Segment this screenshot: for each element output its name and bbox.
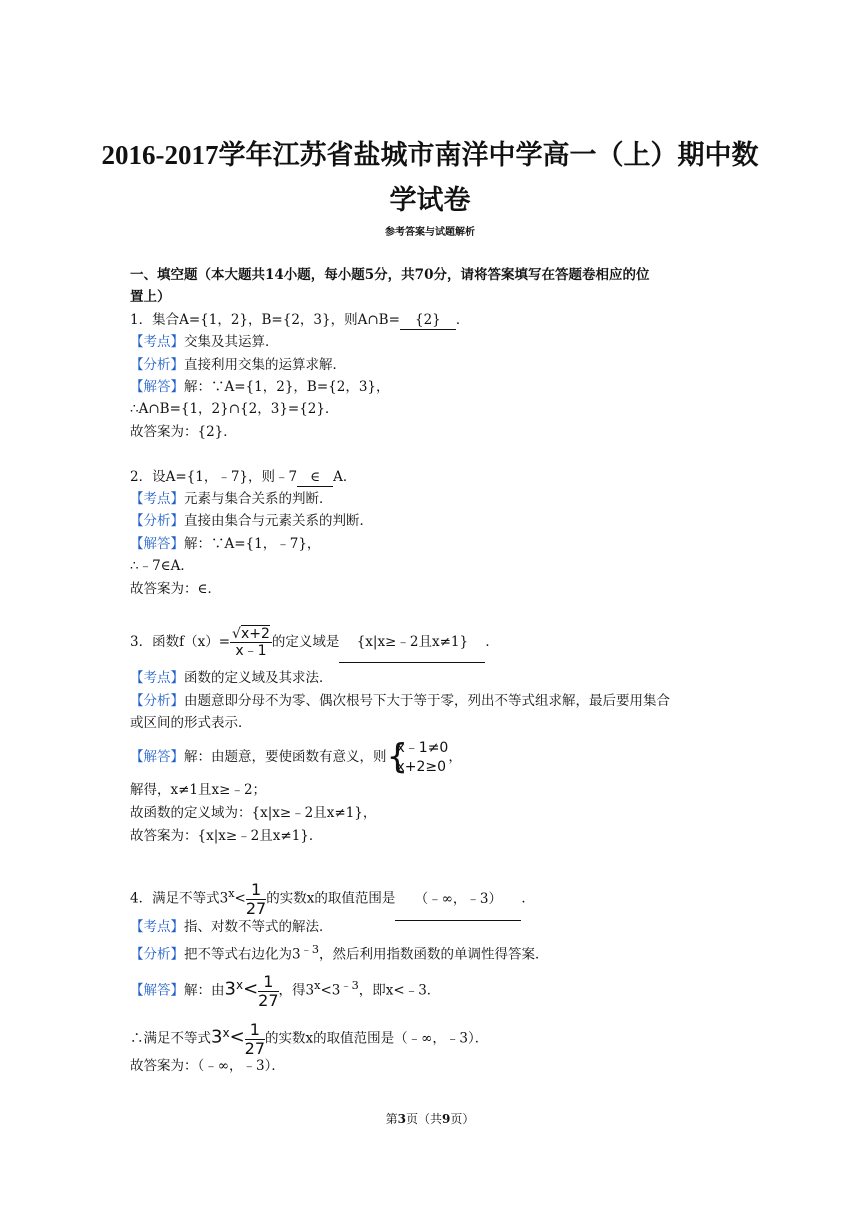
q2-solution-line2: ∴﹣7∈A． (130, 558, 194, 574)
q3-system-row2: x+2≥0 (396, 758, 447, 775)
q4-jieda-less-than: < (243, 978, 259, 1000)
section-heading-line2: 置上） (130, 289, 171, 305)
q2-fenxi-text: 直接由集合与元素关系的判断． (184, 513, 373, 529)
q3-stem-end: ． (485, 634, 499, 650)
q4-line2-fraction-numerator: 1 (245, 1022, 265, 1040)
jieda-tag: 【解答】 (130, 379, 184, 395)
q3-kaodian-text: 函数的定义域及其求法． (184, 670, 333, 686)
q4-stem (130, 873, 535, 921)
jieda-tag: 【解答】 (130, 536, 184, 552)
q4-stem-less-than: < (234, 890, 246, 907)
q1-stem-text: 1．集合A={1，2}，B={2，3}，则A∩B= (130, 312, 400, 328)
document-title-line1: 2016-2017学年江苏省盐城市南洋中学高一（上）期中数 (101, 140, 759, 170)
q3-stem-text: 3．函数f（x）= (130, 634, 231, 650)
kaodian-tag: 【考点】 (130, 491, 184, 507)
q3-jieda (130, 737, 462, 777)
q4-line2-less-than: < (229, 1026, 245, 1048)
q3-inequality-system: { x﹣1≠0 x+2≥0 (386, 736, 449, 777)
q1-fenxi-text: 直接利用交集的运算求解． (184, 357, 346, 373)
q4-fenxi-text-end: ，然后利用指数函数的单调性得答案． (319, 946, 549, 963)
q4-final-answer: 故答案为：（﹣∞，﹣3）． (130, 1058, 285, 1074)
q4-jieda-mid-exponent: x (314, 979, 321, 992)
q4-jieda-fraction-numerator: 1 (258, 974, 278, 992)
q1-answer: {2} (400, 311, 456, 330)
jieda-tag: 【解答】 (130, 749, 184, 765)
q1-stem-end: ． (455, 312, 470, 328)
document-subtitle: 参考答案与试题解析 (385, 227, 475, 238)
q3-answer: {x|x≥﹣2且x≠1} (339, 622, 485, 663)
q2-jieda (130, 535, 320, 553)
q4-kaodian-text: 指、对数不等式的解法． (184, 919, 333, 935)
q4-fraction-denominator: 27 (245, 898, 267, 918)
q3-system-row1: x﹣1≠0 (396, 739, 449, 756)
q4-line2-base: 3 (211, 1026, 223, 1048)
q4-stem-text: 4．满足不等式3 (130, 890, 229, 907)
q4-fenxi-text: 把不等式右边化为3 (184, 946, 301, 963)
q1-jieda-text: 解：∵A={1，2}，B={2，3}， (184, 379, 390, 395)
footer-middle: 页（共 (405, 1112, 442, 1126)
q4-kaodian (130, 918, 333, 936)
q4-stem-end: ． (521, 890, 535, 907)
kaodian-tag: 【考点】 (130, 919, 184, 935)
q4-stem-mid: 的实数x的取值范围是 (266, 890, 396, 907)
q3-solution-line3: 故函数的定义域为：{x|x≥﹣2且x≠1}， (130, 805, 377, 821)
kaodian-tag: 【考点】 (130, 670, 184, 686)
q4-line2-fraction (244, 1019, 266, 1058)
document-title-line2: 学试卷 (389, 185, 471, 215)
q4-jieda-fraction (258, 971, 279, 1010)
q3-jieda-end: ， (448, 749, 462, 765)
q4-answer: （﹣∞，﹣3） (395, 878, 521, 921)
q3-jieda-text: 解：由题意，要使函数有意义，则 (184, 749, 387, 765)
q4-jieda-mid2: <3 (320, 982, 341, 999)
q3-fenxi (130, 692, 670, 710)
footer-suffix: 页） (450, 1112, 475, 1126)
q4-jieda-fraction-denominator: 27 (258, 990, 279, 1010)
q2-stem (130, 468, 356, 487)
q4-line2-text: ∴满足不等式 (130, 1030, 211, 1047)
q1-solution-line2: ∴A∩B={1，2}∩{2，3}={2}． (130, 401, 339, 417)
q4-jieda (130, 964, 440, 1012)
q3-fraction-numerator: x+2 (240, 626, 270, 642)
q2-jieda-text: 解：∵A={1，﹣7}， (184, 536, 321, 552)
fenxi-tag: 【分析】 (130, 693, 184, 709)
q2-fenxi (130, 512, 373, 530)
fenxi-tag: 【分析】 (130, 357, 184, 373)
q4-jieda-end: ，即x<﹣3． (358, 982, 441, 999)
fenxi-tag: 【分析】 (130, 513, 184, 529)
q3-function-fraction: $\frac{√x+2}{x﹣1}$ (232, 626, 270, 659)
q3-kaodian (130, 669, 333, 687)
q2-stem-end: A． (333, 469, 357, 485)
footer-total-pages: 9 (442, 1112, 451, 1126)
q2-kaodian (130, 490, 333, 508)
q4-jieda-exponent: x (235, 978, 244, 992)
jieda-tag: 【解答】 (130, 982, 184, 999)
q2-kaodian-text: 元素与集合关系的判断． (184, 491, 333, 507)
q1-kaodian-text: 交集及其运算． (184, 334, 279, 350)
q2-stem-text: 2．设A={1，﹣7}，则﹣7 (130, 469, 298, 485)
q4-jieda-mid: ，得3 (278, 982, 315, 999)
q1-fenxi (130, 356, 346, 374)
q3-fenxi-text: 由题意即分母不为零、偶次根号下大于等于零，列出不等式组求解，最后要用集合 (184, 693, 670, 709)
q4-jieda-mid-exponent2: ﹣3 (340, 979, 359, 992)
q3-solution-line2: 解得，x≠1且x≥﹣2； (130, 782, 267, 798)
q4-solution-line2 (130, 1012, 488, 1060)
footer-page-number: 3 (397, 1112, 406, 1126)
q4-line2-fraction-denominator: 27 (244, 1038, 266, 1058)
q1-stem (130, 311, 469, 330)
q4-stem-fraction (245, 879, 267, 918)
q4-fenxi (130, 941, 549, 964)
q4-jieda-text: 解：由 (184, 982, 225, 999)
q1-kaodian (130, 333, 279, 351)
q3-final-answer: 故答案为：{x|x≥﹣2且x≠1}． (130, 828, 323, 844)
q3-stem-mid: 的定义域是 (271, 634, 340, 650)
q2-answer: ∈ (297, 468, 333, 487)
q4-stem-exponent: x (228, 887, 235, 900)
page-footer (0, 1110, 860, 1127)
q4-fenxi-exponent: ﹣3 (300, 943, 320, 956)
q3-stem (130, 622, 499, 663)
q4-fraction-numerator: 1 (246, 882, 266, 900)
q4-line2-text-end: 的实数x的取值范围是（﹣∞，﹣3）． (265, 1030, 489, 1047)
q2-final-answer: 故答案为：∈． (130, 581, 221, 597)
q1-final-answer: 故答案为：{2}． (130, 424, 237, 440)
footer-prefix: 第 (385, 1112, 398, 1126)
section-heading-line1: 一、填空题（本大题共14小题，每小题5分，共70分，请将答案填写在答题卷相应的位 (130, 267, 650, 283)
fenxi-tag: 【分析】 (130, 946, 184, 963)
q4-jieda-base: 3 (224, 978, 236, 1000)
q3-fenxi-line2: 或区间的形式表示． (130, 715, 252, 731)
q4-line2-exponent: x (222, 1026, 230, 1040)
q3-fraction-denominator: x﹣1 (235, 643, 267, 659)
q1-jieda (130, 378, 390, 396)
kaodian-tag: 【考点】 (130, 334, 184, 350)
